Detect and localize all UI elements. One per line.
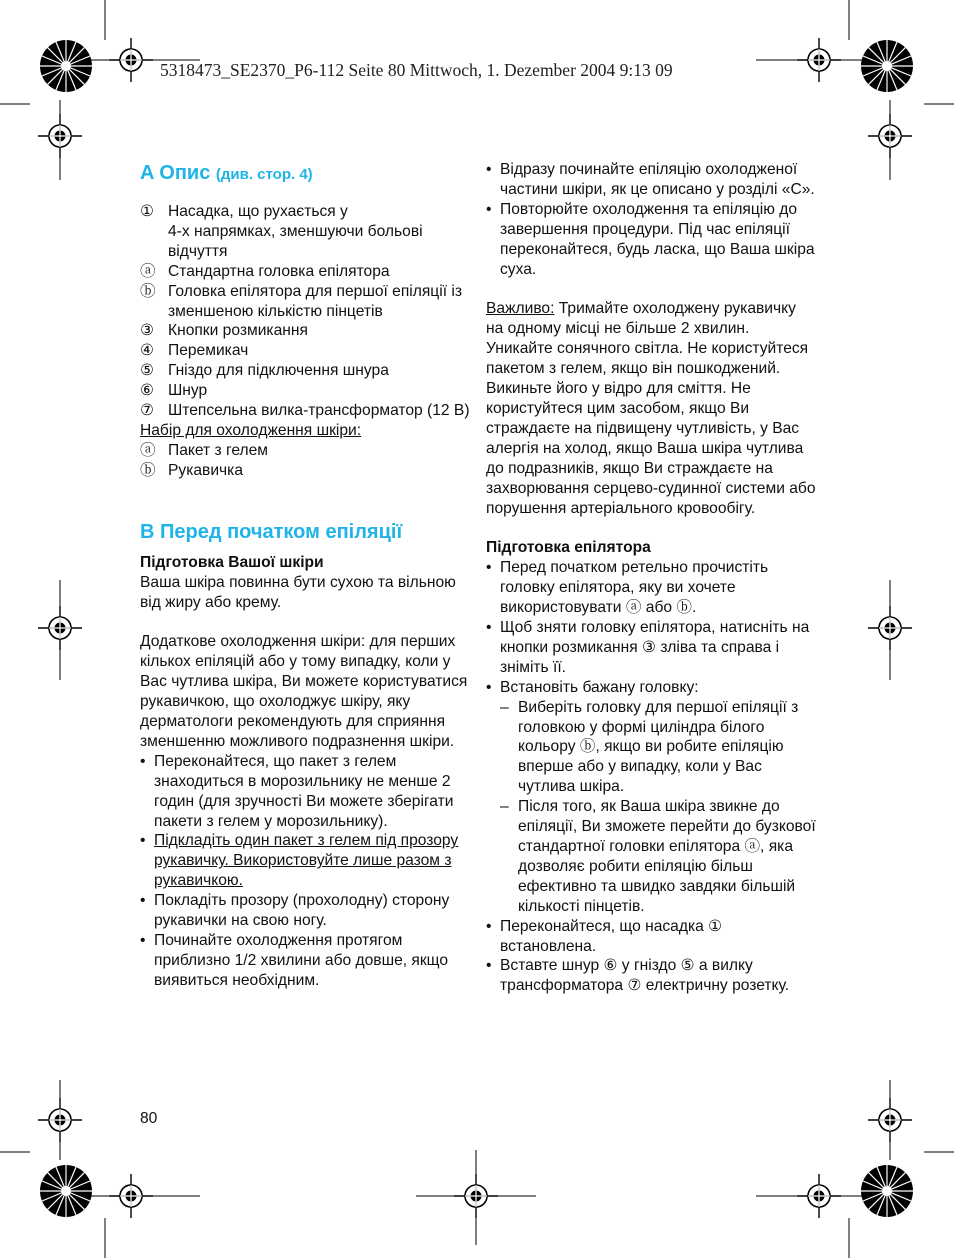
crosshair-registration-mark [797, 1174, 841, 1218]
left-column [140, 160, 470, 991]
prep-step-cap: Переконайтеся, що насадка ① встановлена. [500, 917, 723, 955]
item-number: ⑥ [140, 382, 154, 400]
crosshair-registration-mark [38, 114, 82, 158]
page-number: 80 [140, 1110, 158, 1127]
item-text: Гніздо для підключення шнура [168, 362, 389, 380]
item-number: ⓑ [140, 282, 156, 300]
skin-prep-title: Підготовка Вашої шкіри [140, 553, 324, 571]
cooling-kit-title: Набір для охолодження шкіри: [140, 421, 362, 439]
list-item: • Підкладіть один пакет з гелем під прозору рукавичку. Використовуйте лише разом з рукавичкою. [140, 831, 470, 891]
prep-step-clean: Перед початком ретельно прочистіть головку епілятора, яку ви хочете використовувати ⓐ або ⓑ. [500, 559, 769, 617]
cooling-steps-list [140, 752, 470, 991]
list-item: • Покладіть прозору (прохолодну) сторону рукавички на свою ногу. [140, 891, 470, 931]
crosshair-registration-mark [38, 606, 82, 650]
parts-list [140, 202, 470, 421]
item-text: Кнопки розмикання [168, 322, 308, 340]
list-item: • Переконайтеся, що насадка ① встановлена. [486, 917, 816, 957]
list-item: • Щоб зняти головку епілятора, натисніть на кнопки розмикання ③ зліва та справа і зніміть її. [486, 618, 816, 678]
list-item [140, 461, 470, 481]
list-item: • Відразу починайте епіляцію охолодженої частини шкіри, як це описано у розділі «С». [486, 161, 815, 198]
section-a-title: A Опис [140, 162, 211, 184]
list-item [140, 401, 470, 421]
cooling-step-text: Відразу починайте епіляцію охолодженої частини шкіри, як це описано у розділі «С». [500, 161, 815, 198]
section-a-heading [140, 160, 470, 188]
list-item: • Перед початком ретельно прочистіть головку епілятора, яку ви хочете використовувати ⓐ або ⓑ. [486, 558, 816, 618]
sunburst-registration-mark [40, 40, 92, 92]
item-text: Перемикач [168, 342, 249, 360]
crosshair-registration-mark [454, 1174, 498, 1218]
cooling-step-text: Підкладіть один пакет з гелем під прозору рукавичку. Використовуйте лише разом з рукавичкою. [154, 832, 459, 890]
item-text: Пакет з гелем [168, 441, 268, 459]
cooling-continuation-list [486, 160, 816, 279]
head-option-standard: Після того, як Ваша шкіра звикне до епіляції, Ви зможете перейти до бузкової стандартної головки епілятора ⓐ, яка дозволяє робити епіляцію більш ефективно та швидко завдяки більшій кількості пінцетів. [518, 798, 816, 915]
item-number: ⓐ [140, 441, 156, 459]
list-item [140, 282, 470, 322]
list-item [140, 381, 470, 401]
sunburst-registration-mark [861, 40, 913, 92]
item-number: ⓐ [140, 262, 156, 280]
item-number: ⑤ [140, 362, 154, 380]
list-item: • Починайте охолодження протягом приблизно 1/2 хвилини або довше, якщо виявиться необхідним. [140, 931, 470, 991]
prep-step-attach-head: Встановіть бажану головку: [500, 678, 699, 696]
list-item [140, 361, 470, 381]
list-item: – Після того, як Ваша шкіра звикне до епіляції, Ви зможете перейти до бузкової стандартної головки епілятора ⓐ, яка дозволяє робити епіляцію більш ефективно та швидко завдяки більшій кількості пінцетів. [500, 798, 816, 915]
item-number: ① [140, 203, 154, 220]
item-number: ⑦ [140, 402, 154, 420]
item-number: ③ [140, 322, 154, 340]
crosshair-registration-mark [868, 606, 912, 650]
list-item: • Повторюйте охолодження та епіляцію до завершення процедури. Під час епіляції переконайтеся, будь ласка, що Ваша шкіра суха. [486, 200, 815, 278]
list-item [140, 262, 470, 282]
item-number: ⓑ [140, 461, 156, 479]
crosshair-registration-mark [38, 1098, 82, 1142]
prep-step-remove-head: Щоб зняти головку епілятора, натисніть на кнопки розмикання ③ зліва та справа і зніміть її. [500, 619, 810, 676]
cooling-step-text: Починайте охолодження протягом приблизно 1/2 хвилини або довше, якщо виявиться необхідним. [154, 932, 449, 989]
skin-prep-text: Ваша шкіра повинна бути сухою та вільною від жиру або крему. [140, 573, 456, 611]
section-b-heading: B Перед початком епіляції [140, 520, 403, 543]
sunburst-registration-mark [861, 1165, 913, 1217]
extra-cooling-text: Додаткове охолодження шкіри: для перших кількох епіляцій або у тому випадку, коли у Вас чутлива шкіра, Ви можете користуватися рукавичкою, що охолоджує шкіру, яку дерматологи рекомендують для сприяння зменшенню можливого подразнення шкіри. [140, 633, 468, 750]
cooling-step-text: Повторюйте охолодження та епіляцію до завершення процедури. Під час епіляції переконайтеся, будь ласка, що Ваша шкіра суха. [500, 200, 815, 278]
crosshair-registration-mark [797, 38, 841, 82]
item-text: Шнур [168, 382, 208, 400]
sunburst-registration-mark [40, 1165, 92, 1217]
list-item: – Виберіть головку для першої епіляції з головкою у формі циліндра білого кольору ⓑ, якщо ви робите епіляцію вперше або у випадку, коли у Вас чутлива шкіра. [500, 698, 816, 798]
important-label: Важливо: [486, 300, 555, 318]
crosshair-registration-mark [868, 1098, 912, 1142]
print-slug-header: 5318473_SE2370_P6-112 Seite 80 Mittwoch, 1. Dezember 2004 9:13 09 [160, 60, 673, 80]
item-text: Насадка, що рухається у 4-х напрямках, зменшуючи больові відчуття [168, 203, 423, 260]
important-note [486, 299, 816, 518]
crosshair-registration-mark [109, 38, 153, 82]
head-option-first: Виберіть головку для першої епіляції з головкою у формі циліндра білого кольору ⓑ, якщо ви робите епіляцію вперше або у випадку, коли у Вас чутлива шкіра. [518, 698, 799, 796]
cooling-step-text: Покладіть прозору (прохолодну) сторону рукавички на свою ногу. [154, 892, 450, 930]
list-item: • Вставте шнур ⑥ у гніздо ⑤ а вилку трансформатора ⑦ електричну розетку. [486, 956, 816, 996]
important-text: Тримайте охолоджену рукавичку на одному місці не більше 2 хвилин. Уникайте сонячного світла. Не користуйтеся пакетом з гелем, якщо він пошкоджений. Викиньте його у відро для сміття. Не користуйтеся цим засобом, якщо Ви страждаєте на підвищену чутливість, у Вас алергія на холод, якщо Ваша шкіра чутлива до подразників, якщо Ви страждаєте на захворювання серцево-судинної системи або порушення артеріального кровообігу. [486, 300, 816, 517]
crosshair-registration-mark [109, 1174, 153, 1218]
cooling-step-text: Переконайтеся, що пакет з гелем знаходиться в морозильнику не менше 2 годин (для зручності Ви можете зберігати пакети з гелем у морозильнику). [154, 752, 454, 830]
item-text: Головка епілятора для першої епіляції із зменшеною кількістю пінцетів [168, 282, 462, 320]
list-item [140, 202, 470, 262]
prep-step-plug: Вставте шнур ⑥ у гніздо ⑤ а вилку трансформатора ⑦ електричну розетку. [500, 957, 790, 995]
item-number: ④ [140, 342, 154, 360]
list-item [140, 321, 470, 341]
epilator-prep-title: Підготовка епілятора [486, 539, 651, 557]
crosshair-registration-mark [868, 114, 912, 158]
item-text: Рукавичка [168, 461, 243, 479]
list-item [140, 341, 470, 361]
item-text: Штепсельна вилка-трансформатор (12 В) [168, 402, 470, 420]
list-item: • Встановіть бажану головку: [486, 678, 699, 696]
section-a-ref: (див. стор. 4) [215, 166, 313, 183]
right-column [486, 160, 816, 996]
list-item [140, 441, 470, 461]
list-item: • Переконайтеся, що пакет з гелем знаходиться в морозильнику не менше 2 годин (для зручності Ви можете зберігати пакети з гелем у морозильнику). [140, 752, 470, 832]
item-text: Стандартна головка епілятора [168, 262, 390, 280]
cooling-kit-list [140, 441, 470, 481]
